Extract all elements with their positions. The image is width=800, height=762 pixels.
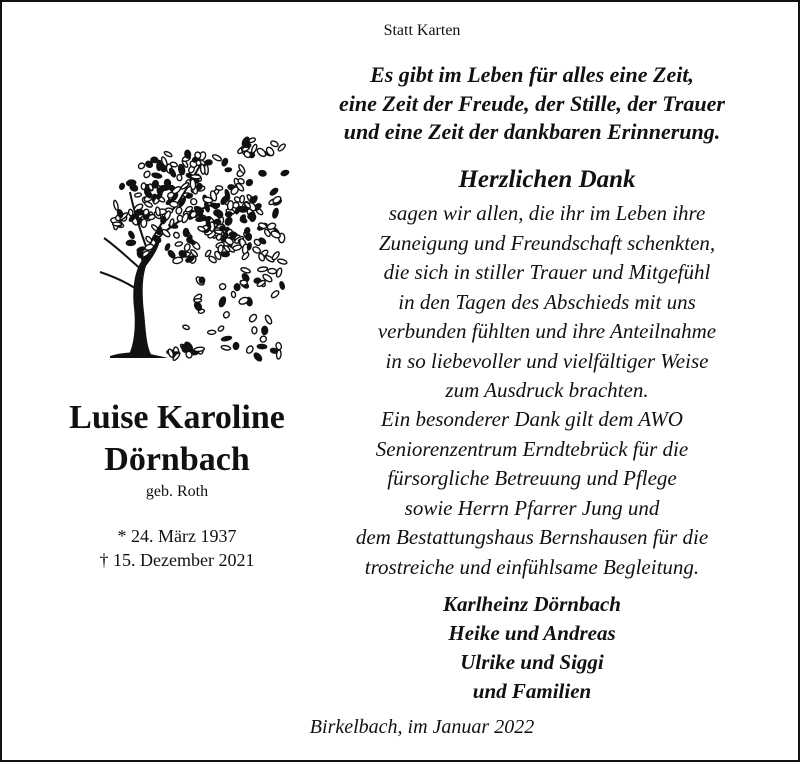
leaf xyxy=(113,222,122,226)
leaf xyxy=(240,217,248,223)
signer-line: Karlheinz Dörnbach xyxy=(443,592,621,616)
place-and-date: Birkelbach, im Januar 2022 xyxy=(309,716,535,738)
leaf xyxy=(128,230,136,239)
leaf xyxy=(173,231,181,239)
thanks-line: in so liebevoller und vielfältiger Weise xyxy=(385,348,709,373)
leaf xyxy=(194,347,205,352)
leaf xyxy=(167,249,176,259)
special-thanks-line: trostreiche und einfühlsame Begleitung. xyxy=(364,554,700,579)
leaf xyxy=(257,266,267,272)
leaf xyxy=(272,208,279,219)
leaf xyxy=(143,170,151,179)
leaf xyxy=(233,342,239,349)
leaf xyxy=(225,168,232,172)
leaf xyxy=(145,235,153,243)
name-line: Luise Karoline xyxy=(69,399,285,436)
leaf xyxy=(152,172,163,178)
leaf xyxy=(221,345,231,351)
leaf xyxy=(243,143,251,148)
leaf xyxy=(161,228,171,238)
special-thanks-line: Seniorenzentrum Erndtebrück für die xyxy=(375,436,689,461)
leaf xyxy=(137,162,145,170)
leaf xyxy=(126,180,136,187)
leaf xyxy=(268,268,277,274)
leaf xyxy=(183,228,189,236)
leaf xyxy=(113,200,119,211)
leaf xyxy=(275,268,282,278)
leaf xyxy=(259,335,267,343)
leaf xyxy=(119,183,125,190)
leaf xyxy=(155,207,161,216)
leaf xyxy=(164,151,173,158)
leaf xyxy=(253,352,263,362)
leaf xyxy=(217,325,224,332)
signer-line: Ulrike und Siggi xyxy=(460,650,604,674)
leaf xyxy=(182,324,190,330)
motto-verse xyxy=(282,61,782,147)
leaf xyxy=(126,240,136,246)
header-note: Statt Karten xyxy=(383,22,461,39)
leaf xyxy=(269,187,279,196)
special-thanks xyxy=(282,405,782,582)
signer-line: und Familien xyxy=(472,679,592,703)
leaf xyxy=(231,291,236,298)
leaf xyxy=(270,140,279,148)
motto-line: Es gibt im Leben für alles eine Zeit, xyxy=(370,62,694,87)
motto-line: eine Zeit der Freude, der Stille, der Trauer xyxy=(339,90,725,116)
leaf xyxy=(258,170,266,177)
leaf xyxy=(212,154,223,163)
name-line: Dörnbach xyxy=(104,441,250,478)
leaf xyxy=(141,183,146,190)
maiden-name: geb. Roth xyxy=(145,483,209,500)
special-thanks-line: Ein besonderer Dank gilt dem AWO xyxy=(381,407,683,431)
leaf xyxy=(168,168,176,178)
leaf xyxy=(270,230,281,239)
leaf xyxy=(184,243,191,252)
leaf xyxy=(221,252,229,257)
leaf xyxy=(245,345,254,355)
leaf xyxy=(219,283,226,290)
special-thanks-line: fürsorgliche Betreuung und Pflege xyxy=(387,466,677,490)
thanks-line: sagen wir allen, die ihr im Leben ihre xyxy=(388,201,706,225)
leaf xyxy=(270,290,280,299)
leaf xyxy=(248,313,258,323)
leaf xyxy=(214,219,221,224)
deceased-name xyxy=(32,397,322,481)
signer-line: Heike und Andreas xyxy=(448,621,616,645)
tree-with-falling-leaves-icon xyxy=(90,120,290,365)
thanks-line: verbunden fühlten und ihre Anteilnahme xyxy=(377,319,717,343)
leaf xyxy=(225,212,232,217)
motto-line: und eine Zeit der dankbaren Erinnerung. xyxy=(343,119,721,144)
birth-date: * 24. März 1937 xyxy=(117,526,237,546)
leaf xyxy=(181,213,190,224)
special-thanks-line: sowie Herrn Pfarrer Jung und xyxy=(404,495,660,520)
leaf xyxy=(199,277,205,283)
leaf xyxy=(234,284,240,291)
leaf xyxy=(180,182,190,190)
thanks-heading: Herzlichen Dank xyxy=(458,166,636,193)
leaf xyxy=(215,185,223,190)
thanks-line: die sich in stiller Trauer und Mitgefühl xyxy=(383,260,711,284)
signers xyxy=(282,590,782,706)
leaf xyxy=(176,174,182,181)
leaf xyxy=(280,170,289,177)
leaf xyxy=(216,210,223,218)
leaf xyxy=(224,216,233,226)
leaf xyxy=(222,311,230,319)
leaf xyxy=(264,314,273,325)
special-thanks-line: dem Bestattungshaus Bernshausen für die xyxy=(355,525,709,549)
leaf xyxy=(252,246,262,255)
leaf xyxy=(218,245,224,253)
thanks-line: Zuneigung und Freundschaft schenkten, xyxy=(378,230,716,255)
leaf xyxy=(218,296,227,307)
thanks-line: in den Tagen des Abschieds mit uns xyxy=(398,289,696,314)
leaf xyxy=(262,326,268,334)
leaf xyxy=(175,241,183,247)
leaf xyxy=(251,144,258,154)
thanks-body xyxy=(292,199,800,406)
leaf xyxy=(247,243,252,251)
leaf xyxy=(204,202,210,212)
leaf xyxy=(276,350,281,359)
leaf xyxy=(279,281,285,290)
leaf xyxy=(252,327,257,334)
leaf xyxy=(277,258,287,265)
leaf xyxy=(141,219,148,228)
leaf xyxy=(144,201,153,208)
leaf xyxy=(240,267,251,274)
leaf xyxy=(189,197,197,205)
leaf xyxy=(184,150,191,159)
leaf xyxy=(169,201,178,208)
leaf xyxy=(245,178,253,186)
leaf xyxy=(191,174,201,179)
leaf xyxy=(200,164,206,174)
leaf xyxy=(134,192,141,197)
leaf xyxy=(240,280,247,285)
leaf xyxy=(221,336,232,342)
leaf xyxy=(208,330,216,334)
leaf xyxy=(193,301,202,312)
leaf xyxy=(221,158,229,167)
leaf xyxy=(257,344,267,349)
leaf xyxy=(157,160,162,170)
thanks-line: zum Ausdruck brachten. xyxy=(445,378,649,402)
leaf xyxy=(190,179,196,190)
death-date: † 15. Dezember 2021 xyxy=(99,550,255,570)
life-dates xyxy=(32,524,322,572)
